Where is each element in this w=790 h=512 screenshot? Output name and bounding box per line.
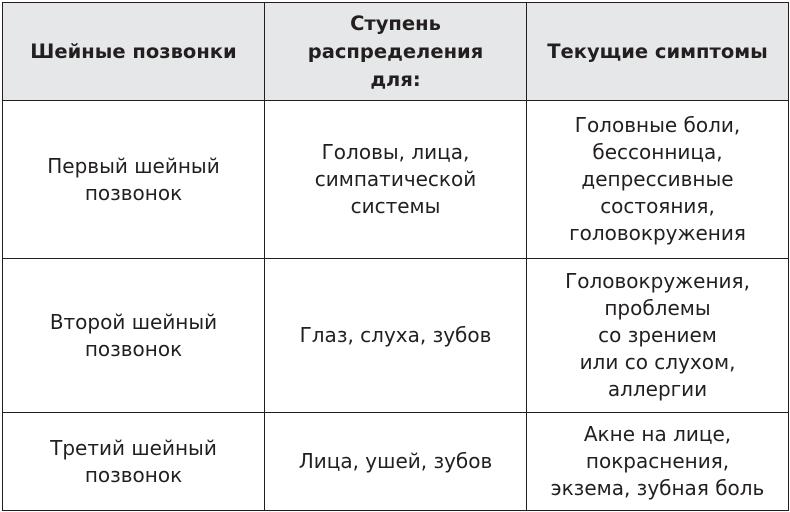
cell-symptoms [527,413,789,511]
cell-distribution [265,101,527,259]
cell-vertebra [3,101,265,259]
symptoms-text: Акне на лице, покраснения, экзема, зубная боль [550,422,765,500]
vertebra-text: Второй шейный позвонок [49,309,218,361]
table-row [3,413,789,511]
vertebra-text: Третий шейный позвонок [50,435,217,487]
header-label-symptoms: Текущие симптомы [547,39,768,63]
vertebrae-table [2,2,789,511]
symptoms-text: Головные боли, бессонница, депрессивные состояния, головокружения [569,113,746,245]
table-header [3,3,789,101]
cell-distribution [265,413,527,511]
cell-vertebra [3,259,265,413]
header-row [3,3,789,101]
cell-vertebra [3,413,265,511]
header-cell-distribution [265,3,527,101]
distribution-text: Глаз, слуха, зубов [299,323,492,347]
header-label-vertebrae: Шейные позвонки [30,39,237,63]
cell-symptoms [527,101,789,259]
cell-symptoms [527,259,789,413]
symptoms-text: Головокружения, проблемы со зрением или со слухом, аллергии [565,269,750,401]
distribution-text: Лица, ушей, зубов [298,449,493,473]
table-row [3,101,789,259]
distribution-text: Головы, лица, симпатической системы [314,140,477,218]
header-label-distribution: Ступень распределения для: [307,11,484,91]
vertebra-text: Первый шейный позвонок [47,153,220,205]
header-cell-symptoms [527,3,789,101]
table-body [3,101,789,511]
cell-distribution [265,259,527,413]
header-cell-vertebrae [3,3,265,101]
table-row [3,259,789,413]
